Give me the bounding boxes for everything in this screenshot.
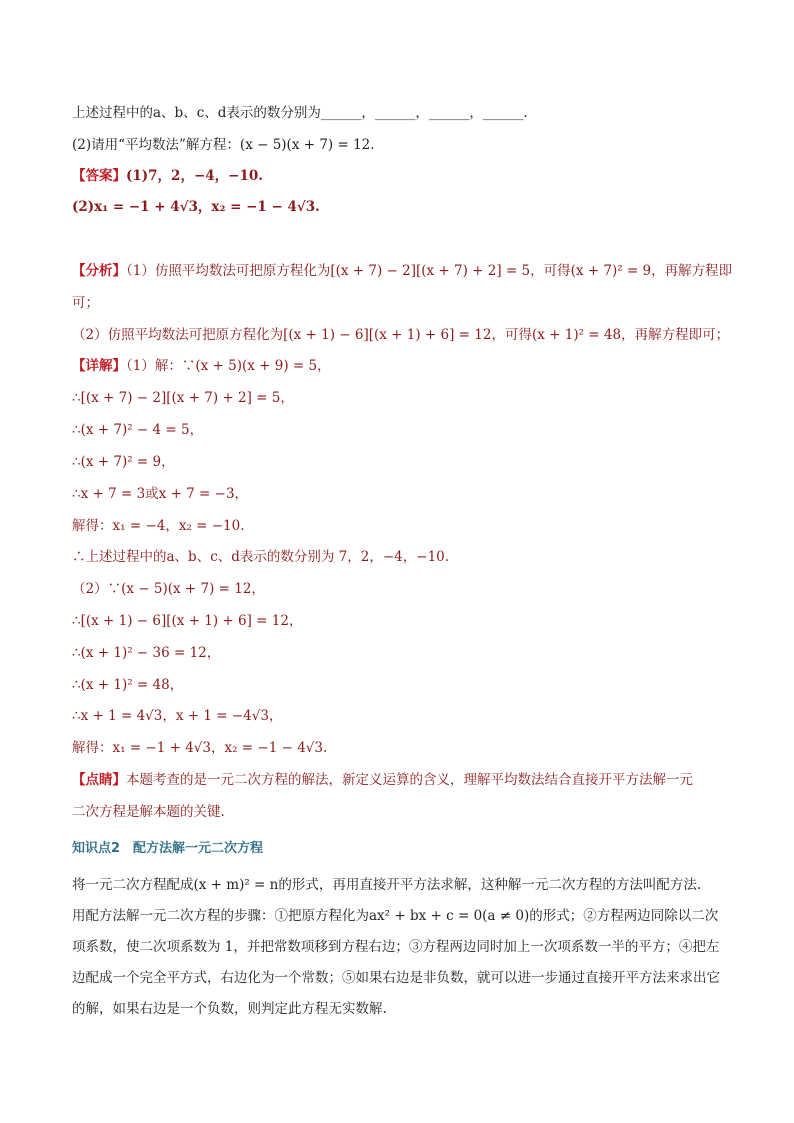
detail-line-7: ∴上述过程中的a、b、c、d表示的数分别为 7，2，−4，−10.: [72, 549, 450, 565]
detail-line-3: ∴(x + 7)² − 4 = 5，: [72, 422, 204, 438]
section-heading: 知识点2 配方法解一元二次方程: [72, 841, 264, 856]
comment-line-1: [72, 771, 722, 789]
detail-tag: 【详解】: [72, 358, 126, 374]
body-paragraph-2: 用配方法解一元二次方程的步骤：①把原方程化为ax² + bx + c = 0(a ≠ 0)的形式；②方程两边同除以二次项系数，使二次项系数为 1，并把常数项移到方程右边；③方程两边同时加上一次项系数一半的平方；④把左边配成一个完全平方式，右边化为一个常数；⑤如果右边是非负数，就可以进一步通过直接开平方法来求出它的解，如果右边是一个负数，则判定此方程无实数解.: [72, 908, 720, 1017]
analysis-text-1: （1）仿照平均数法可把原方程化为[(x + 7) − 2][(x + 7) + 2] = 5，可得(x + 7)² = 9，再解方程即: [126, 263, 733, 279]
detail-line-2: ∴[(x + 7) − 2][(x + 7) + 2] = 5，: [72, 390, 294, 406]
detail-line-9: ∴[(x + 1) − 6][(x + 1) + 6] = 12，: [72, 613, 303, 629]
question-part1-blanks: 上述过程中的a、b、c、d表示的数分别为______，______，______，______.: [72, 105, 528, 121]
detail-line-12: ∴x + 1 = 4√3，x + 1 = −4√3，: [72, 708, 283, 724]
detail-line-8: （2）∵(x − 5)(x + 7) = 12，: [72, 581, 265, 597]
analysis-line-2: 可；: [72, 295, 99, 311]
comment-tag: 【点睛】: [72, 772, 126, 788]
question-part2: (2)请用“平均数法”解方程：(x − 5)(x + 7) = 12.: [72, 137, 375, 153]
answer-line-1: [72, 167, 722, 185]
answer-text-1: (1)7，2，−4，−10.: [126, 168, 263, 184]
analysis-line-1: [72, 262, 733, 280]
comment-line-2: 二次方程是解本题的关键.: [72, 804, 225, 820]
detail-line-1: [72, 357, 722, 375]
analysis-line-3: （2）仿照平均数法可把原方程化为[(x + 1) − 6][(x + 1) + 6] = 12，可得(x + 1)² = 48，再解方程即可；: [72, 327, 730, 343]
detail-line-5: ∴x + 7 = 3或x + 7 = −3，: [72, 486, 249, 502]
answer-line-2: (2)x₁ = −1 + 4√3，x₂ = −1 − 4√3.: [72, 199, 320, 215]
detail-line-11: ∴(x + 1)² = 48，: [72, 677, 184, 693]
detail-line-10: ∴(x + 1)² − 36 = 12，: [72, 645, 221, 661]
comment-text-1: 本题考查的是一元二次方程的解法，新定义运算的含义，理解平均数法结合直接开平方法解一元: [126, 772, 693, 788]
answer-tag: 【答案】: [72, 168, 126, 184]
detail-line-6: 解得：x₁ = −4，x₂ = −10.: [72, 518, 245, 534]
detail-text-1: （1）解：∵(x + 5)(x + 9) = 5，: [126, 358, 331, 374]
body-paragraph-1: 将一元二次方程配成(x + m)² = n的形式，再用直接开平方法求解，这种解一元二次方程的方法叫配方法.: [72, 877, 702, 893]
detail-line-13: 解得：x₁ = −1 + 4√3，x₂ = −1 − 4√3.: [72, 740, 328, 756]
detail-line-4: ∴(x + 7)² = 9，: [72, 454, 175, 470]
analysis-tag: 【分析】: [72, 263, 126, 279]
